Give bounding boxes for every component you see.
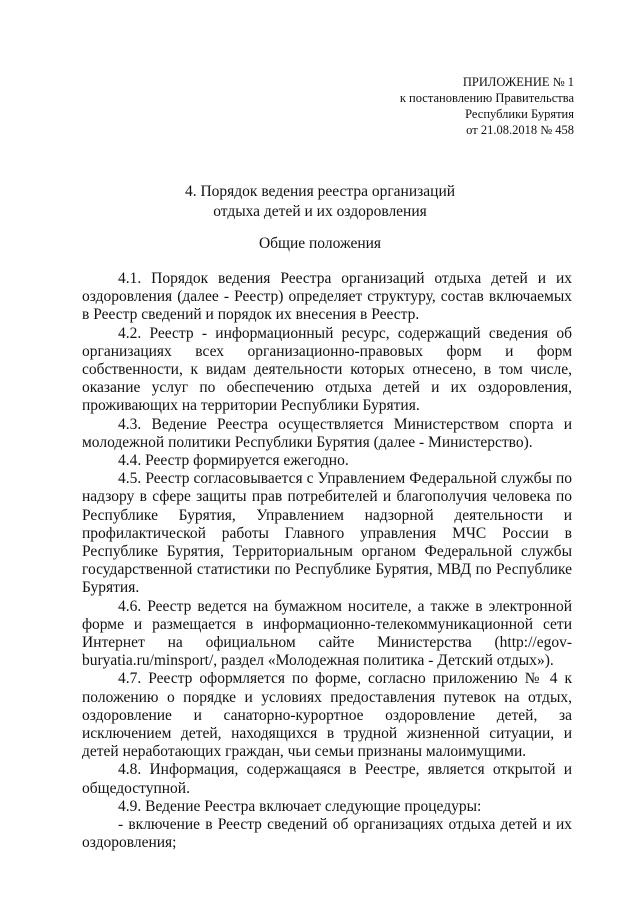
paragraph-4-7: 4.7. Реестр оформляется по форме, согласно приложению № 4 к положению о порядке и условиях предоставления путевок на отдых, оздоровление и санаторно-курортное оздоровление детей, за исключением детей, находящихся в трудной жизненной ситуации, и детей неработающих граждан, чьи семьи признаны малоимущими. xyxy=(82,670,572,761)
appendix-reference: к постановлению Правительства xyxy=(399,91,574,105)
paragraph-4-9: 4.9. Ведение Реестра включает следующие процедуры: xyxy=(118,797,482,815)
appendix-title: ПРИЛОЖЕНИЕ № 1 xyxy=(462,75,574,89)
paragraph-4-6: 4.6. Реестр ведется на бумажном носителе, а также в электронной форме и размещается в информационно-телекоммуникационной сети Интернет на официальном сайте Министерства (http://egov-buryatia.ru/minsport/, раздел «Молодежная политика - Детский отдых»). xyxy=(82,597,572,670)
section-heading-line-1: 4. Порядок ведения реестра организаций xyxy=(184,183,456,200)
section-heading-line-2: отдыха детей и их оздоровления xyxy=(213,203,427,220)
paragraph-4-1: 4.1. Порядок ведения Реестра организаций отдыха детей и их оздоровления (далее - Реестр) определяет структуру, состав включаемых в Реестр сведений и порядок их внесения в Реестр. xyxy=(82,270,572,324)
paragraph-4-3: 4.3. Ведение Реестра осуществляется Министерством спорта и молодежной политики Республики Бурятия (далее - Министерство). xyxy=(82,415,572,451)
list-item-inclusion: - включение в Реестр сведений об организациях отдыха детей и их оздоровления; xyxy=(82,816,572,852)
paragraph-4-4: 4.4. Реестр формируется ежегодно. xyxy=(118,452,349,470)
document-body xyxy=(82,270,572,853)
section-heading xyxy=(0,182,640,222)
paragraph-4-2: 4.2. Реестр - информационный ресурс, содержащий сведения об организациях всех организационно-правовых форм и форм собственности, к видам деятельности которых отнесено, в том числе, оказание услуг по обеспечению отдыха детей и их оздоровления, проживающих на территории Республики Бурятия. xyxy=(82,324,572,415)
general-provisions-heading: Общие положения xyxy=(258,235,382,252)
paragraph-4-8: 4.8. Информация, содержащаяся в Реестре, является открытой и общедоступной. xyxy=(82,761,572,797)
paragraph-4-5: 4.5. Реестр согласовывается с Управлением Федеральной службы по надзору в сфере защиты прав потребителей и благополучия человека по Республике Бурятия, Управлением надзорной деятельности и профилактической работы Главного управления МЧС России в Республике Бурятия, Территориальным органом Федеральной службы государственной статистики по Республике Бурятия, МВД по Республике Бурятия. xyxy=(82,470,572,597)
appendix-region: Республики Бурятия xyxy=(465,107,574,121)
appendix-date-number: от 21.08.2018 № 458 xyxy=(466,123,574,137)
appendix-block xyxy=(400,74,574,138)
